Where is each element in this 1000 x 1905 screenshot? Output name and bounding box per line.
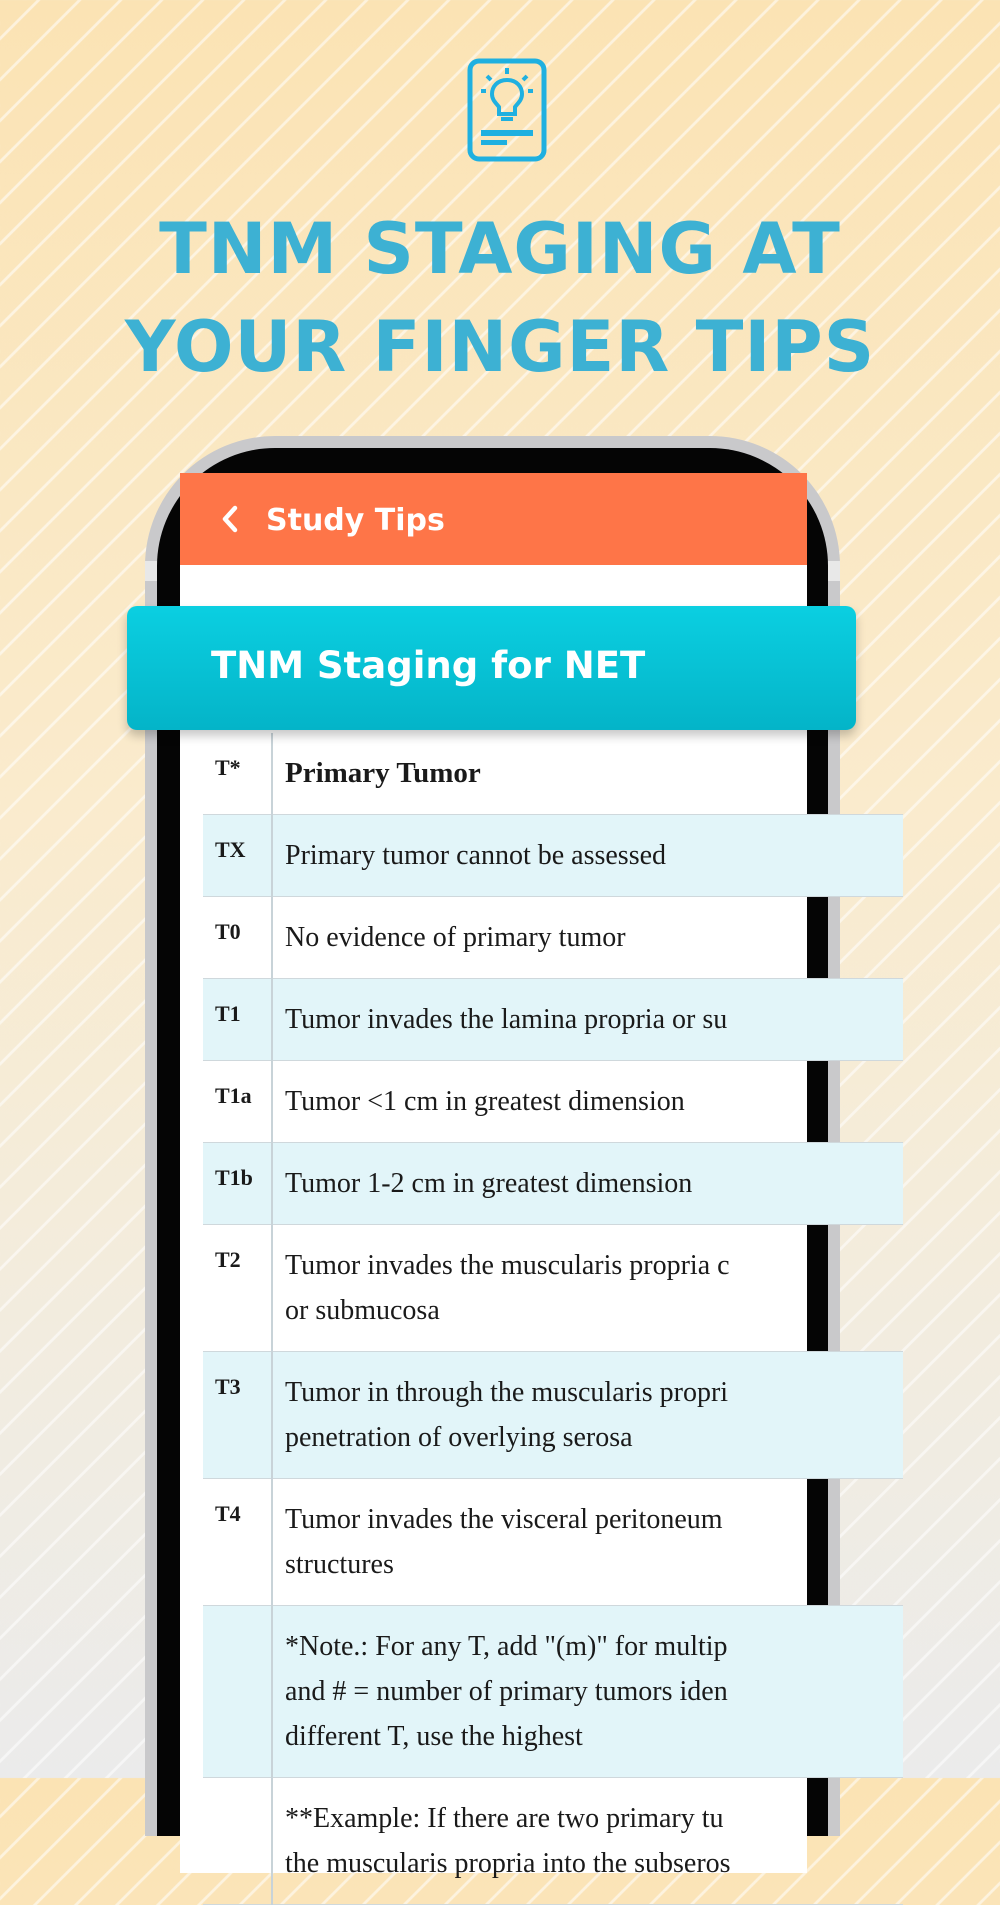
description-line: Tumor invades the lamina propria or su bbox=[285, 1004, 728, 1035]
description-line: Tumor 1-2 cm in greatest dimension bbox=[285, 1168, 693, 1199]
table-header-desc: Primary Tumor bbox=[272, 733, 903, 815]
description-line: Tumor invades the visceral peritoneum bbox=[285, 1504, 723, 1535]
stage-description bbox=[272, 1352, 903, 1479]
table-row bbox=[203, 1778, 903, 1905]
phone-side-band-left bbox=[145, 561, 157, 581]
table-header-row bbox=[203, 733, 903, 815]
stage-description bbox=[272, 1479, 903, 1606]
stage-code: T1a bbox=[203, 1061, 272, 1143]
stage-code: T1 bbox=[203, 979, 272, 1061]
table-row bbox=[203, 1479, 903, 1606]
stage-code bbox=[203, 1606, 272, 1778]
topic-banner bbox=[127, 606, 856, 730]
table-row bbox=[203, 979, 903, 1061]
table-row bbox=[203, 1352, 903, 1479]
description-line: **Example: If there are two primary tu bbox=[285, 1803, 724, 1834]
chevron-left-icon bbox=[219, 504, 241, 534]
stage-description bbox=[272, 897, 903, 979]
table-row bbox=[203, 1225, 903, 1352]
description-line: Tumor <1 cm in greatest dimension bbox=[285, 1086, 685, 1117]
description-line: the muscularis propria into the subseros bbox=[285, 1848, 731, 1879]
staging-table bbox=[203, 733, 903, 1905]
stage-code: T4 bbox=[203, 1479, 272, 1606]
headline-line-1: TNM STAGING AT bbox=[159, 208, 841, 290]
description-line: penetration of overlying serosa bbox=[285, 1422, 633, 1453]
stage-code: T3 bbox=[203, 1352, 272, 1479]
promo-headline bbox=[0, 200, 1000, 396]
table-row bbox=[203, 897, 903, 979]
stage-description bbox=[272, 1143, 903, 1225]
headline-line-2: YOUR FINGER TIPS bbox=[124, 306, 876, 388]
stage-code: TX bbox=[203, 815, 272, 897]
description-line: structures bbox=[285, 1549, 394, 1580]
description-line: Tumor in through the muscularis propri bbox=[285, 1377, 729, 1408]
back-button[interactable] bbox=[208, 497, 252, 541]
header-title: Study Tips bbox=[266, 503, 445, 538]
description-line: Primary tumor cannot be assessed bbox=[285, 840, 667, 871]
table-row bbox=[203, 1143, 903, 1225]
phone-side-band-right bbox=[828, 561, 840, 581]
description-line: No evidence of primary tumor bbox=[285, 922, 626, 953]
table-row bbox=[203, 815, 903, 897]
stage-code bbox=[203, 1778, 272, 1905]
stage-description bbox=[272, 815, 903, 897]
stage-description bbox=[272, 1061, 903, 1143]
table-row bbox=[203, 1061, 903, 1143]
description-line: Tumor invades the muscularis propria c bbox=[285, 1250, 730, 1281]
stage-description bbox=[272, 1225, 903, 1352]
banner-title: TNM Staging for NET bbox=[211, 644, 646, 687]
stage-description bbox=[272, 1778, 903, 1905]
lightbulb-phone-icon bbox=[467, 58, 547, 162]
description-line: *Note.: For any T, add "(m)" for multip bbox=[285, 1631, 728, 1662]
table-row bbox=[203, 1606, 903, 1778]
stage-description bbox=[272, 1606, 903, 1778]
stage-description bbox=[272, 979, 903, 1061]
staging-table-container[interactable] bbox=[203, 733, 790, 1879]
stage-code: T0 bbox=[203, 897, 272, 979]
stage-code: T2 bbox=[203, 1225, 272, 1352]
description-line: and # = number of primary tumors iden bbox=[285, 1676, 728, 1707]
description-line: or submucosa bbox=[285, 1295, 440, 1326]
stage-code: T1b bbox=[203, 1143, 272, 1225]
app-header bbox=[180, 473, 807, 565]
description-line: different T, use the highest bbox=[285, 1721, 583, 1752]
table-header-code: T* bbox=[203, 733, 272, 815]
